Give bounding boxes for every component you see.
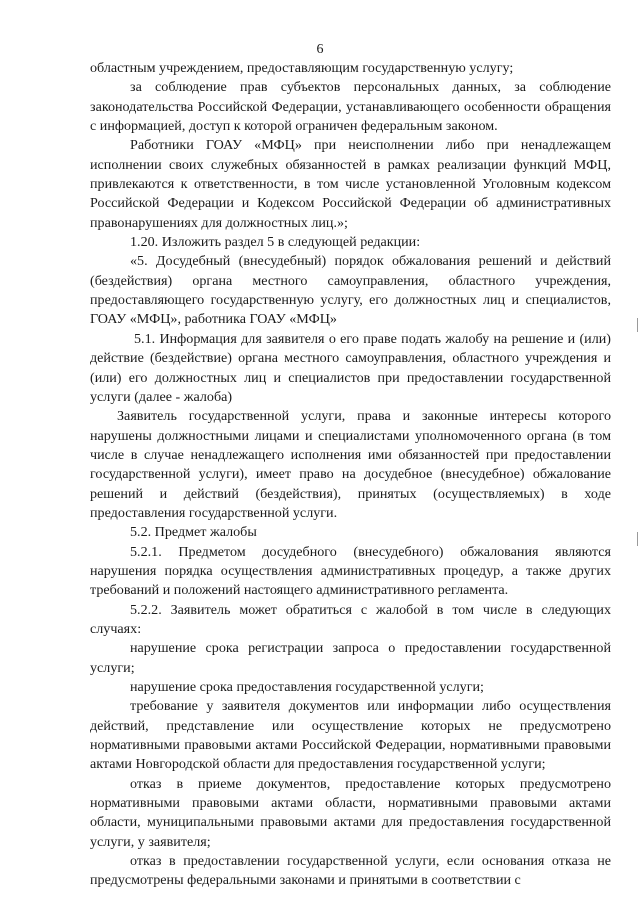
scan-margin-mark	[637, 318, 638, 332]
list-item-refusal-of-service: отказ в предоставлении государственной услуги, если основания отказа не предусмотрены федеральными законами и принятыми в соответствии с	[90, 853, 611, 889]
paragraph-mfc-liability: Работники ГОАУ «МФЦ» при неисполнении либо при ненадлежащем исполнении своих служебных обязанностей в рамках реализации функций МФЦ, привлекаются к ответственности, в том числе установленной Уголовным кодексом Российской Федерации и Кодексом Российской Федерации об административных правонарушениях для должностных лиц.»;	[90, 137, 611, 231]
list-item-refusal-to-accept: отказ в приеме документов, предоставление которых предусмотрено нормативными правовыми актами области, нормативными правовыми актами области, муниципальными правовыми актами для предоставления государственной услуги, у заявителя;	[90, 775, 611, 850]
section-5-heading: «5. Досудебный (внесудебный) порядок обжалования решений и действий (бездействия) органа местного самоуправления, областного учреждения, предоставляющего государственную услугу, его должностных лиц и специалистов, ГОАУ «МФЦ», работника ГОАУ «МФЦ»	[90, 253, 611, 328]
list-item-extra-documents: требование у заявителя документов или информации либо осуществления действий, представление или осуществление которых не предусмотрено нормативными правовыми актами Российской Федерации, нормативными правовыми актами Новгородской области для предоставления государственной услуги;	[90, 698, 611, 773]
section-5-2-1: 5.2.1. Предметом досудебного (внесудебного) обжалования являются нарушения порядка осуществления административных процедур, а также других требований и положений настоящего административного регламента.	[90, 543, 611, 599]
section-5-2-heading: 5.2. Предмет жалобы	[130, 524, 257, 541]
paragraph-amendment-1-20: 1.20. Изложить раздел 5 в следующей редакции:	[130, 234, 421, 251]
section-5-1-heading: 5.1. Информация для заявителя о его праве подать жалобу на решение и (или) действие (бездействие) органа местного самоуправления, областного учреждения и (или) его должностных лиц и специалистов при предоставлении государственной услуги (далее - жалоба)	[90, 330, 611, 405]
list-item-registration-deadline: нарушение срока регистрации запроса о предоставлении государственной услуги;	[90, 640, 611, 676]
paragraph-personal-data: за соблюдение прав субъектов персональных данных, за соблюдение законодательства Российской Федерации, устанавливающего особенности обращения с информацией, доступ к которой ограничен федеральным законом.	[90, 79, 611, 135]
document-body	[90, 59, 611, 891]
paragraph-applicant-rights: Заявитель государственной услуги, права и законные интересы которого нарушены должностными лицами и специалистами уполномоченного органа (в том числе в случае ненадлежащего исполнения ими обязанностей при предоставлении государственной услуги), имеет право на досудебное (внесудебное) обжалование решений и действий (бездействия), принятых (осуществляемых) в ходе предоставления государственной услуги.	[90, 408, 611, 521]
section-5-2-2: 5.2.2. Заявитель может обратиться с жалобой в том числе в следующих случаях:	[90, 601, 611, 637]
scan-margin-mark	[637, 532, 638, 546]
list-item-service-deadline: нарушение срока предоставления государственной услуги;	[130, 679, 484, 695]
paragraph-continuation: областным учреждением, предоставляющим государственную услугу;	[90, 60, 514, 76]
page-number: 6	[316, 42, 324, 57]
